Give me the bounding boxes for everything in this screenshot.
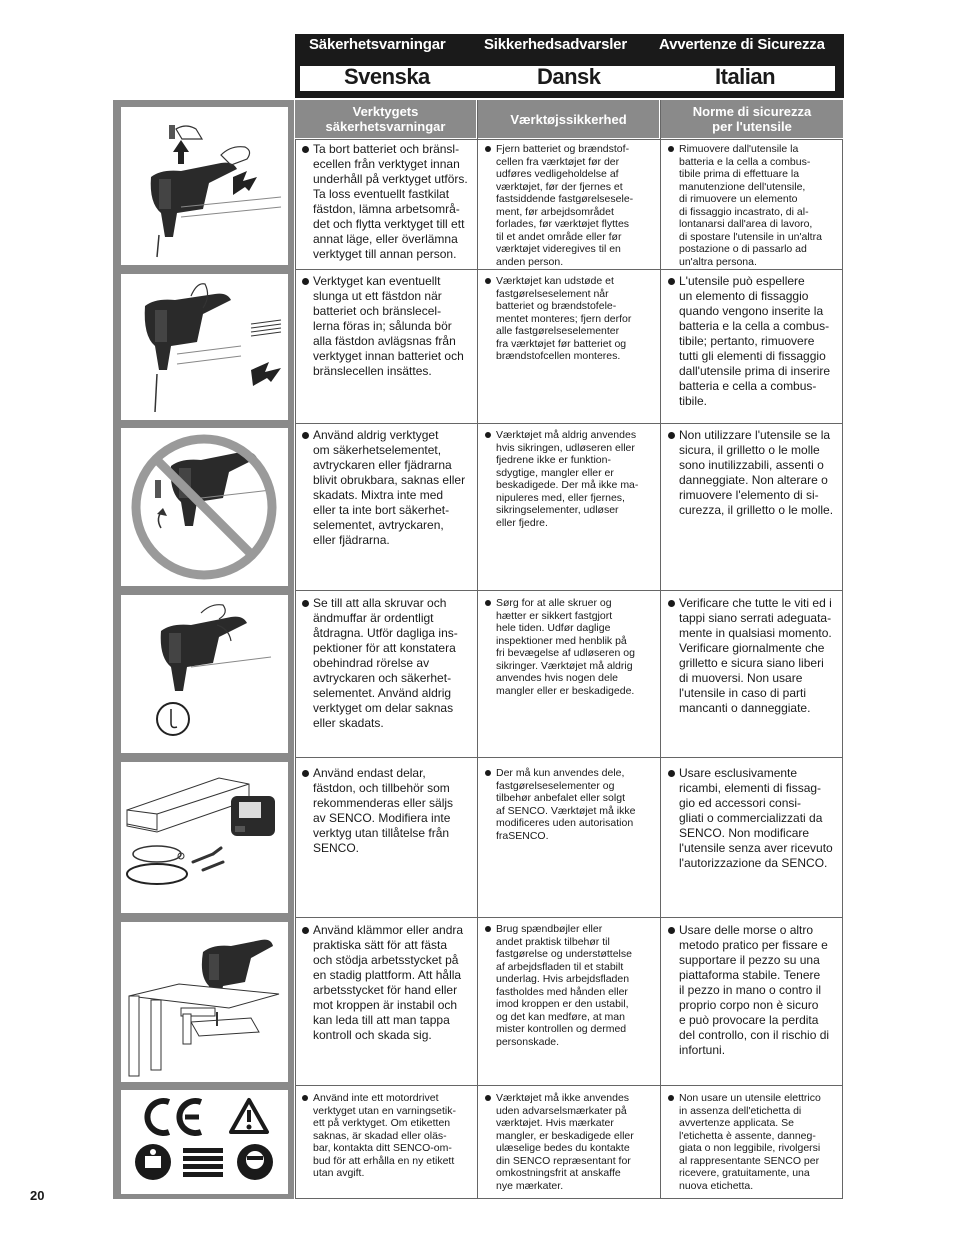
- warning-label-stripes-icon: [183, 1148, 223, 1177]
- row6-da: Brug spændbøjler eller andet praktisk tilbehør til fastgørelse og understøttelse af arbejdsfladen til et stabilt underlag. Hvis arbejdsfladen fastholdes med hånden eller imod kroppen er den ustabil, og det kan medføre, at man mister kontrollen og dermed personskade.: [483, 923, 658, 1048]
- language-it: Italian: [715, 64, 776, 89]
- row3-sv: Använd aldrig verktyget om säkerhetselementet, avtryckaren eller fjädrarna blivit obrukbara, saknas eller skadats. Mixtra inte med eller ta inte bort säkerhet- selementet, avtryckaren, eller fjädrarna.: [300, 428, 475, 548]
- language-sv: Svenska: [344, 64, 430, 89]
- row4-da: Sørg for at alle skruer og hætter er sikkert fastgjort hele tiden. Udfør daglige inspektioner med henblik på fri bevægelse af udløseren og sikringer. Værktøjet må aldrig anvendes hvis nogen dele mangler eller er beskadigede.: [483, 597, 658, 697]
- nailer-fastener-removal-illustration: [121, 274, 288, 420]
- eye-ear-protection-icon: [237, 1144, 273, 1180]
- language-da: Dansk: [537, 64, 601, 89]
- row4-it: Verificare che tutte le viti ed i tappi siano serrati adeguata- mente in qualsiasi momento. Verificare giornalmente che grilletto e sicura siano liberi di muoversi. Non usare l'utensile in caso di parti mancanti o danneggiate.: [666, 596, 842, 716]
- page-number: 20: [30, 1188, 45, 1203]
- read-manual-icon: [135, 1144, 171, 1180]
- row2-it: L'utensile può espellere un elemento di fissaggio quando vengono inserite la batteria e la cella a combus- tibile; pertanto, rimuovere tutti gli elementi di fissaggio dall'utensile prima di inserire batteria e cella a combus- tibile.: [666, 274, 842, 409]
- row-divider: [295, 269, 843, 270]
- column-divider: [477, 100, 478, 1199]
- daily-inspection-illustration: [121, 595, 288, 753]
- header-warning-da: Sikkerhedsadvarsler: [484, 36, 627, 53]
- column-divider: [660, 100, 661, 1199]
- warning-triangle-icon: [231, 1100, 267, 1132]
- row1-it: Rimuovere dall'utensile la batteria e la cella a combus- tibile prima di effettuare la manutenzione dell'utensile, di rimuovere un elemento di fissaggio incastrato, di al- lontanarsi dall'area di lavoro, di spostare l'utensile in un'altra postazione o di passarlo ad un'altra persona.: [666, 143, 842, 268]
- column-header-sv: Verktygets säkerhetsvarningar: [295, 100, 476, 138]
- row3-da: Værktøjet må aldrig anvendes hvis sikringen, udløseren eller fjedrene ikke er funktion- sdygtige, mangler eller er beskadigede. Der må ikke ma- nipuleres med, eller fjernes, sikringselementer, udløser eller fjedre.: [483, 429, 658, 529]
- header-warning-sv: Säkerhetsvarningar: [309, 36, 446, 53]
- ce-mark-icon: [147, 1101, 201, 1133]
- row2-sv: Verktyget kan eventuellt slunga ut ett fästdon när batteriet och bränslecel- lerna föras in; sålunda bör alla fästdon avlägsnas från verktyget innan batteriet och bränslecellen insättes.: [300, 274, 475, 379]
- parts-accessories-illustration: [121, 762, 288, 913]
- row3-it: Non utilizzare l'utensile se la sicura, il grilletto o le molle sono inutilizzabili, assenti o danneggiate. Non alterare o rimuovere l'elemento di si- curezza, il grilletto o le molle.: [666, 428, 842, 518]
- row7-da: Værktøjet må ikke anvendes uden advarselsmærkater på værktøjet. Hvis mærkater mangler, er beskadigede eller ulæselige bedes du kontakte din SENCO repræsentant for omkostningsfrit at anskaffe nye mærkater.: [483, 1092, 658, 1192]
- row-divider: [295, 917, 843, 918]
- no-tamper-prohibition-illustration: [121, 428, 288, 586]
- row-divider: [295, 1085, 843, 1086]
- row1-sv: Ta bort batteriet och bränsl- ecellen från verktyget innan underhåll på verktyget utförs. Ta loss eventuellt fastkilat fästdon, lämna arbetsområ- det och flytta verktyget till ett annat läge, eller överlämna verktyget till annan person.: [300, 142, 475, 262]
- nailer-battery-removal-illustration: [121, 107, 288, 265]
- row4-sv: Se till att alla skruvar och ändmuffar är ordentligt åtdragna. Utför dagliga ins- pektioner för att konstatera obehindrad rörelse av avtryckaren och säkerhet- selementet. Använd aldrig verktyget om delar saknas eller skadats.: [300, 596, 475, 731]
- row2-da: Værktøjet kan udstøde et fastgørelseselement når batteriet og brændstofele- mentet monteres; fjern derfor alle fastgørelseselementer fra værktøjet før batteriet og brændstofcellen monteres.: [483, 275, 658, 363]
- row6-it: Usare delle morse o altro metodo pratico per fissare e supportare il pezzo su una piattaforma stabile. Tenere il pezzo in mano o contro il proprio corpo non è sicuro e può provocare la perdita del controllo, con il rischio di infortuni.: [666, 923, 842, 1058]
- header-warning-it: Avvertenze di Sicurezza: [659, 36, 825, 53]
- row-divider: [295, 590, 843, 591]
- column-header-it: Norme di sicurezza per l'utensile: [661, 100, 843, 138]
- column-header-da: Værktøjssikkerhed: [478, 100, 659, 138]
- clamp-workpiece-illustration: [121, 922, 288, 1082]
- row5-da: Der må kun anvendes dele, fastgørelseselementer og tilbehør anbefalet eller solgt af SENCO. Værktøjet må ikke modificeres uden autorisation fraSENCO.: [483, 767, 658, 842]
- row5-sv: Använd endast delar, fästdon, och tillbehör som rekommenderas eller säljs av SENCO. Modifiera inte verktyg utan tillåtelse från SENCO.: [300, 766, 475, 856]
- row6-sv: Använd klämmor eller andra praktiska sätt för att fästa och stödja arbetsstycket på en stadig plattform. Att hålla arbetsstycket för hand eller mot kroppen är instabil och kan leda till att man tappa kontroll och skada sig.: [300, 923, 475, 1043]
- row1-da: Fjern batteriet og brændstof- cellen fra værktøjet før der udføres vedligeholdelse af værktøjet, før der fjernes et fastsiddende fastgørelsesele- ment, før arbejdsområdet forlades, før værktøjet flyttes til et andet område eller før værktøjet videregives til en anden person.: [483, 143, 658, 268]
- row-divider: [295, 757, 843, 758]
- row5-it: Usare esclusivamente ricambi, elementi di fissag- gio ed accessori consi- gliati o commercializzati da SENCO. Non modificare l'utensile senza aver ricevuto l'autorizzazione da SENCO.: [666, 766, 842, 871]
- row7-it: Non usare un utensile elettrico in assenza dell'etichetta di avvertenze applicata. Se l'etichetta è assente, danneg- giata o non leggibile, rivolgersi al rappresentante SENCO per ricevere, gratuitamente, una nuova etichetta.: [666, 1092, 842, 1192]
- warning-labels-illustration: [121, 1090, 288, 1194]
- row7-sv: Använd inte ett motordrivet verktyget utan en varningsetik- ett på verktyget. Om etiketten saknas, är skadad eller oläs- bar, kontakta ditt SENCO-om- bud för att erhålla en ny etikett utan avgift.: [300, 1092, 475, 1180]
- row-divider: [295, 423, 843, 424]
